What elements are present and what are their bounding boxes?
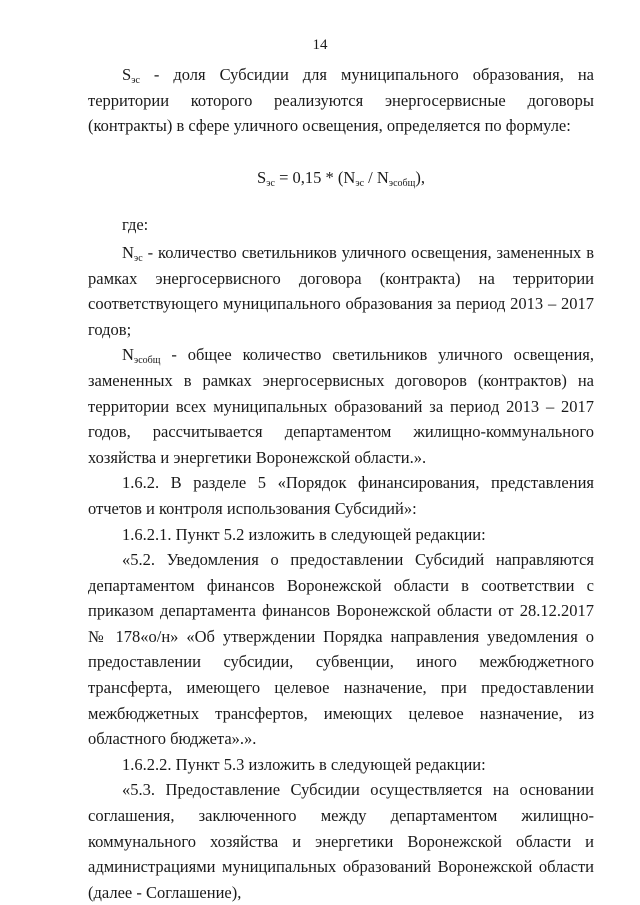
paragraph-n-definition: $N_{эс}$ - количество светильников уличного освещения, замененных в рамках энергосервисного договора (контракта) на территории соответствующего муниципального образования за период 2013 – 2017 годов; [88, 242, 594, 339]
page-number: 14 [312, 37, 328, 53]
paragraph-n-total-definition: $N_{эсобщ}$ - общее количество светильников уличного освещения, замененных в рамках энергосервисных договоров (контрактов) на территории всех муниципальных образований за период 2013 – 2017 годов, рассчитывается департаментом жилищно-коммунального хозяйства и энергетики Воронежской области.». [88, 345, 594, 467]
paragraph-5-2: «5.2. Уведомления о предоставлении Субсидий направляются департаментом финансов Воронежской области в соответствии с приказом департамента финансов Воронежской области от 28.12.2017 № 178«о/н» «Об утверждении Порядка направления уведомления о предоставлении субсидии, субвенции, иного межбюджетного трансферта, имеющего целевое назначение, при предоставлении межбюджетных трансфертов, имеющих целевое назначение, из областного бюджета».». [88, 550, 594, 749]
where-label: где: [122, 215, 149, 235]
formula: $S_{эс} = 0,15 * (N_{эс} / N_{эсобщ})$, [257, 167, 425, 189]
document-body [88, 62, 594, 905]
paragraph-share-definition: $S_{эс}$ - доля Субсидии для муниципального образования, на территории которого реализуются энергосервисные договоры (контракты) в сфере уличного освещения, определяется по формуле: [88, 65, 594, 136]
paragraph-1-6-2-1: 1.6.2.1. Пункт 5.2 изложить в следующей редакции: [122, 524, 486, 544]
paragraph-1-6-2: 1.6.2. В разделе 5 «Порядок финансирования, представления отчетов и контроля использования Субсидий»: [88, 473, 594, 518]
paragraph-1-6-2-2: 1.6.2.2. Пункт 5.3 изложить в следующей редакции: [122, 754, 486, 774]
paragraph-5-3: «5.3. Предоставление Субсидии осуществляется на основании соглашения, заключенного между департаментом жилищно-коммунального хозяйства и энергетики Воронежской области и администрациями муниципальных образований Воронежской области (далее - Соглашение), [88, 780, 594, 902]
